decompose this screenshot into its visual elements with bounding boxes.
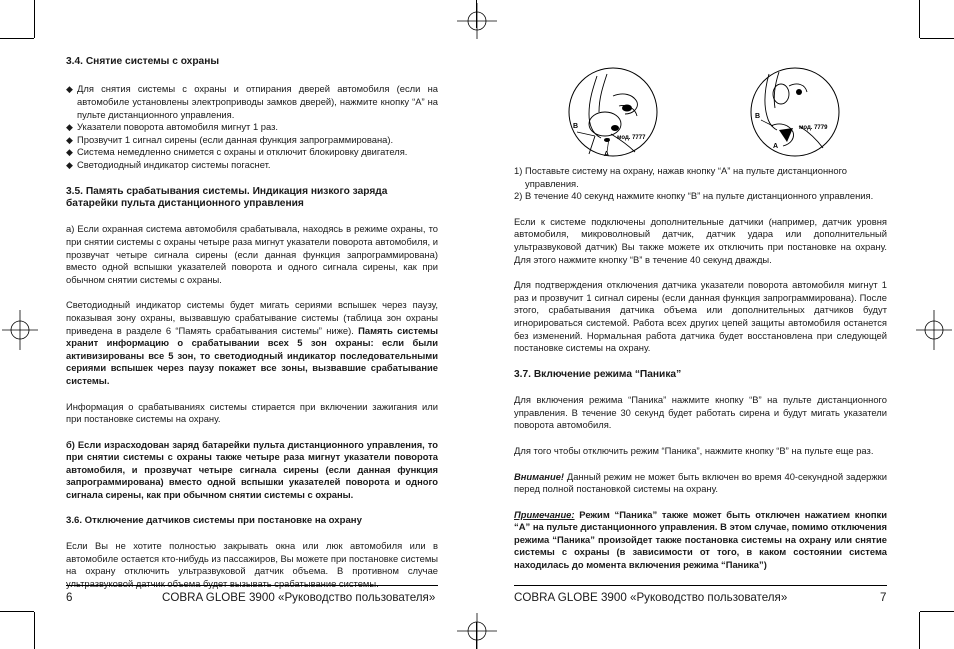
section-3-5-paragraph-reset: Информация о срабатываниях системы стирается при включении зажигания или при постановке системы на охрану. bbox=[66, 400, 438, 425]
list-item: ◆ Светодиодный индикатор системы погаснет. bbox=[66, 158, 271, 170]
disable-sensor-steps bbox=[514, 165, 887, 203]
button-a-label: A bbox=[773, 143, 779, 150]
bullet-diamond-icon: ◆ bbox=[66, 122, 73, 133]
right-page bbox=[477, 0, 954, 649]
model-label: мод. 7779 bbox=[799, 125, 828, 131]
model-label: мод. 7777 bbox=[617, 135, 646, 141]
button-b-label: B bbox=[573, 123, 579, 130]
note-paragraph: Примечание: Режим “Паника” также может быть отключен нажатием кнопки “А” на пульте дистанционного управления. В этом случае, помимо отключения режима “Паника” произойдет также постановка системы на охрану или снятие системы с охраны (в зависимости от того, в каком состоянии система находилась до момента включения режима “Паника”) bbox=[514, 508, 887, 571]
panic-disable-paragraph: Для того чтобы отключить режим “Паника”, нажмите кнопку “В” на пульте еще раз. bbox=[514, 444, 874, 456]
list-item: ◆ Для снятия системы с охраны и отпирания дверей автомобиля (если на автомобиле установлены электроприводы замков дверей), нажмите кнопку “А” на пульте дистанционного управления. bbox=[66, 83, 438, 120]
section-3-5-paragraph-b: б) Если израсходован заряд батарейки пульта дистанционного управления, то при снятии системы с охраны также четыре раза мигнут указатели поворота автомобиля, и прозвучат четыре сигнала сирены (если данная функция запрограммирована) вместо одной вспышки указателей поворота и одного сигнала сирены, как при обычном снятии системы с охраны. bbox=[66, 438, 438, 501]
bullet-diamond-icon: ◆ bbox=[66, 147, 73, 158]
remote-illustration-7777 bbox=[567, 66, 659, 158]
remote-illustration-7779 bbox=[749, 66, 841, 158]
section-3-5-paragraph-a: а) Если охранная система автомобиля срабатывала, находясь в режиме охраны, то при снятии системы с охраны четыре раза мигнут указатели поворота автомобиля, и прозвучат четыре сигнала сирены (если данная функция запрограммирована) вместо одной вспышки указателей поворота и одного сигнала сирены, как при обычном снятии системы с охраны. bbox=[66, 223, 438, 285]
bullet-diamond-icon: ◆ bbox=[66, 134, 73, 145]
section-3-4-bullets bbox=[66, 83, 438, 171]
section-3-6-paragraph: Если Вы не хотите полностью закрывать окна или люк автомобиля или в автомобиле остается кто-нибудь из пассажиров, Вы можете при постановке системы на охрану отключить ультразвуковой датчик объема. В противном случае ультразвуковой датчик объема будет вызывать срабатывание системы. bbox=[66, 540, 438, 589]
section-3-4-heading: 3.4. Снятие системы с охраны bbox=[66, 56, 220, 67]
button-b-label: B bbox=[755, 113, 761, 120]
page-number: 7 bbox=[880, 591, 887, 604]
note-label: Примечание: bbox=[514, 508, 575, 520]
sensor-confirmation-paragraph: Для подтверждения отключения датчика указатели поворота автомобиля мигнут 1 раз и прозвучит 1 сигнал сирены (если данная функция запрограммирована). После этого, срабатывания датчика объема или дополнительных датчиков будут игнорироваться системой. Работа всех других цепей защиты автомобиля останется без изменений. Нормальная работа датчика будет восстановлена при следующей постановке системы на охрану. bbox=[514, 279, 887, 354]
list-item: ◆ Система немедленно снимется с охраны и отключит блокировку двигателя. bbox=[66, 146, 408, 158]
warning-paragraph: Внимание! Данный режим не может быть включен во время 40-секундной задержки перед полной постановкой системы на охрану. bbox=[514, 470, 887, 495]
list-item: ◆ Прозвучит 1 сигнал сирены (если данная функция запрограммирована). bbox=[66, 133, 394, 145]
section-3-5-paragraph-led: Светодиодный индикатор системы будет мигать сериями вспышек через паузу, показывая зону охраны, вызвавшую срабатывание системы (таблица зон охраны приведена в разделе 6 “Память срабатывания системы” ниже). Память системы хранит информацию о срабатывании всех 5 зон охраны: если были активизированы все 5 зон, то светодиодный индикатор последовательными сериями вспышек через паузу покажет все зоны, вызвавшие срабатывание системы. bbox=[66, 299, 438, 386]
left-column bbox=[66, 56, 438, 590]
page-number: 6 bbox=[66, 591, 73, 604]
extra-sensors-paragraph: Если к системе подключены дополнительные датчики (например, датчик уровня автомобиля, микроволновый датчик, датчик удара или дополнительный ультразвуковой датчик) Вы также можете их отключить при постановке на охрану. Для этого нажмите кнопку “В” в течение 40 секунд дважды. bbox=[514, 215, 887, 265]
panic-enable-paragraph: Для включения режима “Паника” нажмите кнопку “В” на пульте дистанционного управления. В течение 30 секунд будет работать сирена и будут мигать указатели поворота автомобиля. bbox=[514, 394, 887, 431]
list-item: ◆ Указатели поворота автомобиля мигнут 1 раз. bbox=[66, 121, 278, 133]
bullet-diamond-icon: ◆ bbox=[66, 84, 73, 95]
section-3-7-heading: 3.7. Включение режима “Паника” bbox=[514, 368, 682, 380]
warning-label: Внимание! bbox=[514, 470, 565, 482]
list-item: 2) В течение 40 секунд нажмите кнопку “В” на пульте дистанционного управления. bbox=[514, 190, 874, 202]
list-item: 1) Поставьте систему на охрану, нажав кнопку “А” на пульте дистанционного управления. bbox=[514, 165, 847, 189]
right-column bbox=[514, 165, 887, 572]
section-3-5-heading: 3.5. Память срабатывания системы. Индикация низкого заряда батарейки пульта дистанционного управления bbox=[66, 185, 388, 209]
footer-rule bbox=[66, 585, 438, 586]
section-3-6-heading: 3.6. Отключение датчиков системы при постановке на охрану bbox=[66, 514, 362, 526]
button-a-label: A bbox=[604, 151, 610, 158]
footer-title: COBRA GLOBE 3900 «Руководство пользователя» bbox=[162, 591, 436, 604]
footer-title: COBRA GLOBE 3900 «Руководство пользователя» bbox=[514, 591, 788, 604]
footer-rule bbox=[514, 585, 887, 586]
bullet-diamond-icon: ◆ bbox=[66, 159, 73, 170]
